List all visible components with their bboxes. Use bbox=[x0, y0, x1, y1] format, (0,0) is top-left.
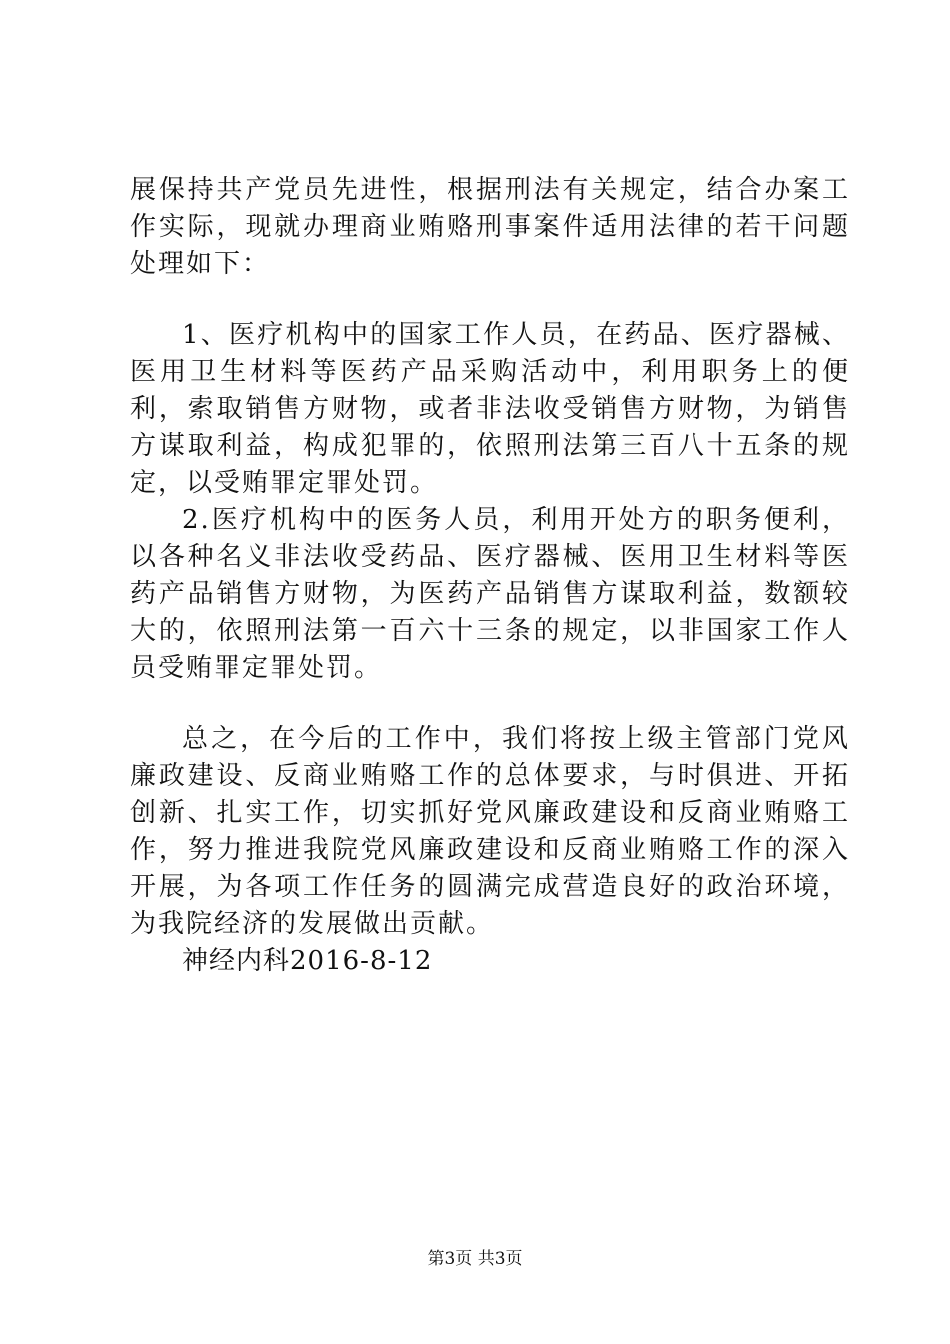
paragraph-gap bbox=[130, 687, 850, 721]
paragraph-gap bbox=[130, 283, 850, 317]
page-number-footer: 第3页 共3页 bbox=[427, 1249, 523, 1269]
item-1-paragraph: 1、医疗机构中的国家工作人员，在药品、医疗器械、医用卫生材料等医药产品采购活动中，利用职务上的便利，索取销售方财物，或者非法收受销售方财物，为销售方谋取利益，构成犯罪的，依照刑法第三百八十五条的规定，以受贿罪定罪处罚。 bbox=[130, 320, 850, 498]
conclusion-paragraph: 总之，在今后的工作中，我们将按上级主管部门党风廉政建设、反商业贿赂工作的总体要求，与时俱进、开拓创新、扎实工作，切实抓好党风廉政建设和反商业贿赂工作，努力推进我院党风廉政建设和反商业贿赂工作的深入开展，为各项工作任务的圆满完成营造良好的政治环境，为我院经济的发展做出贡献。 bbox=[130, 724, 850, 939]
signature-line: 神经内科2016-8-12 bbox=[182, 946, 433, 976]
item-2-paragraph: 2.医疗机构中的医务人员，利用开处方的职务便利，以各种名义非法收受药品、医疗器械、医用卫生材料等医药产品销售方财物，为医药产品销售方谋取利益，数额较大的，依照刑法第一百六十三条的规定，以非国家工作人员受贿罪定罪处罚。 bbox=[130, 505, 850, 683]
intro-paragraph: 展保持共产党员先进性，根据刑法有关规定，结合办案工作实际，现就办理商业贿赂刑事案件适用法律的若干问题处理如下： bbox=[130, 175, 850, 279]
document-body bbox=[130, 172, 850, 980]
